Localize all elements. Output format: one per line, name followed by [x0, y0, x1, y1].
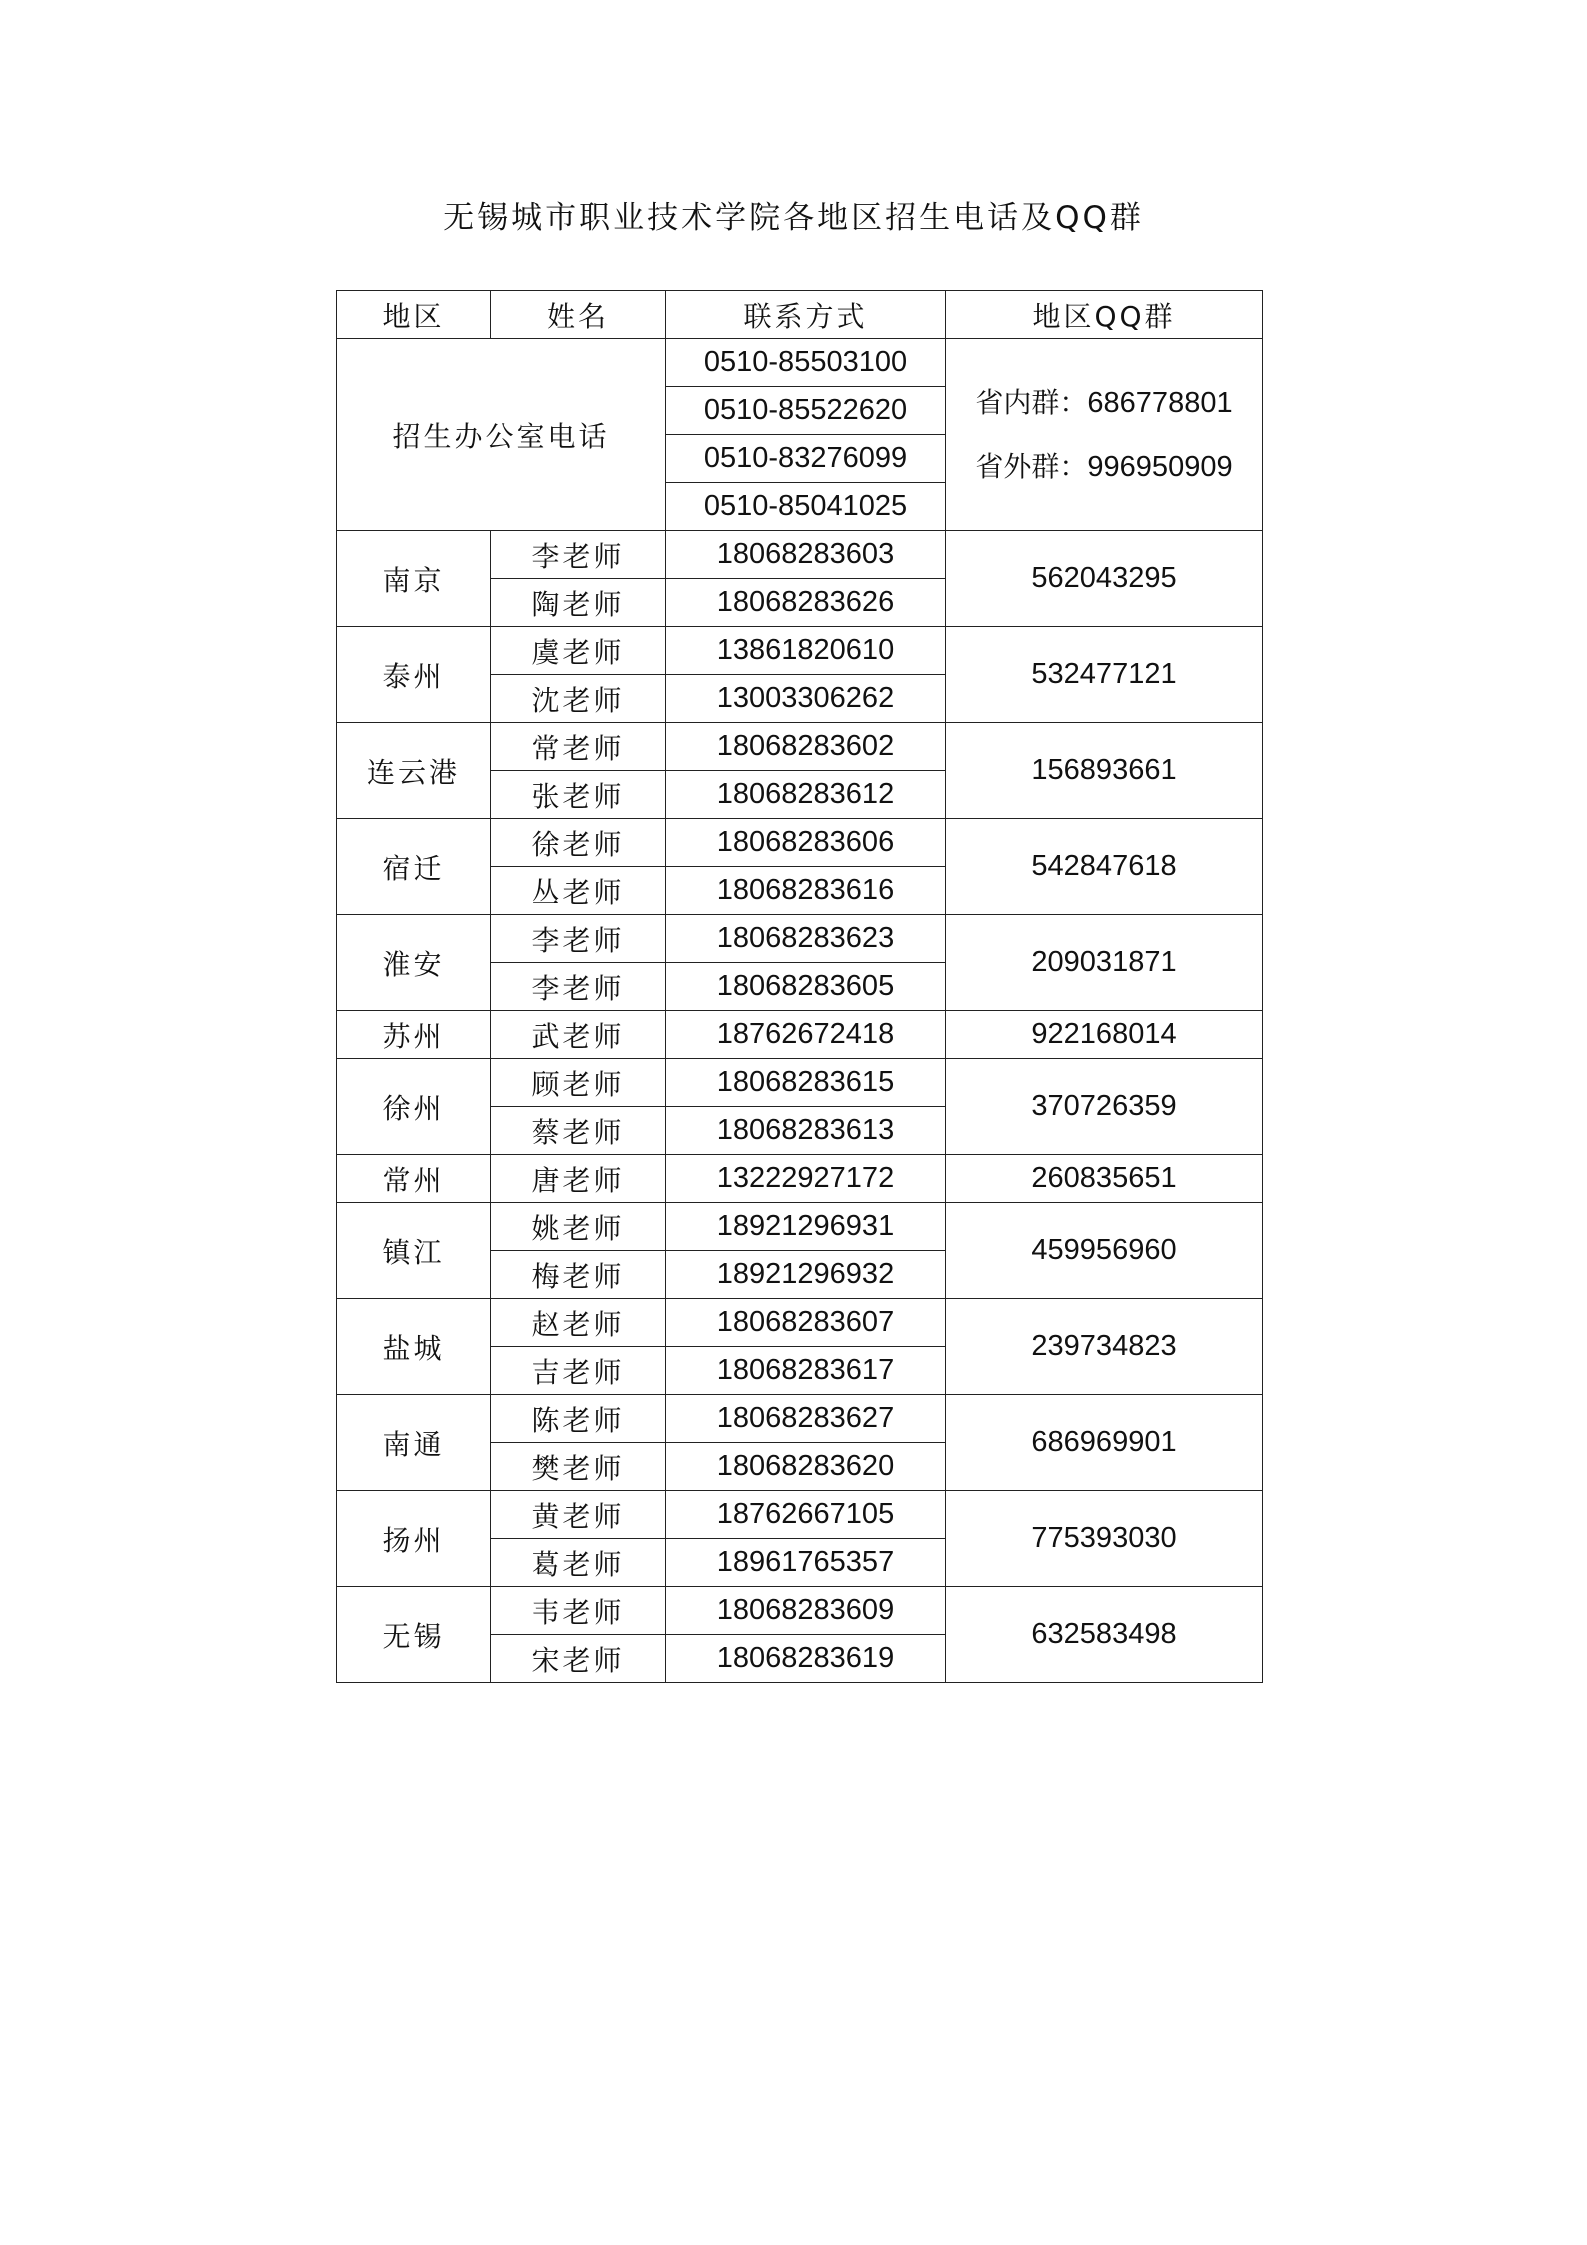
phone-number: 18068283612: [666, 771, 946, 819]
region-qq-group: 562043295: [946, 531, 1263, 627]
teacher-name: 蔡老师: [491, 1107, 666, 1155]
header-qq: 地区QQ群: [946, 291, 1263, 339]
phone-number: 18762667105: [666, 1491, 946, 1539]
phone-number: 18068283606: [666, 819, 946, 867]
office-phone: 0510-85522620: [666, 387, 946, 435]
phone-number: 18068283603: [666, 531, 946, 579]
teacher-name: 唐老师: [491, 1155, 666, 1203]
region-qq-group: 156893661: [946, 723, 1263, 819]
office-phone: 0510-85041025: [666, 483, 946, 531]
header-row: [337, 291, 1263, 339]
office-row: [337, 339, 1263, 387]
table-row: [337, 1011, 1263, 1059]
phone-number: 18068283626: [666, 579, 946, 627]
region-cell: 南京: [337, 531, 491, 627]
region-qq-group: 260835651: [946, 1155, 1263, 1203]
header-contact: 联系方式: [666, 291, 946, 339]
phone-number: 18068283616: [666, 867, 946, 915]
teacher-name: 葛老师: [491, 1539, 666, 1587]
phone-number: 18068283605: [666, 963, 946, 1011]
region-cell: 淮安: [337, 915, 491, 1011]
teacher-name: 虞老师: [491, 627, 666, 675]
region-cell: 连云港: [337, 723, 491, 819]
table-row: [337, 1203, 1263, 1251]
header-name: 姓名: [491, 291, 666, 339]
region-cell: 宿迁: [337, 819, 491, 915]
teacher-name: 樊老师: [491, 1443, 666, 1491]
table-row: [337, 819, 1263, 867]
office-phone: 0510-85503100: [666, 339, 946, 387]
table-row: [337, 627, 1263, 675]
page-title: 无锡城市职业技术学院各地区招生电话及QQ群: [443, 200, 1144, 236]
phone-number: 18068283602: [666, 723, 946, 771]
table-row: [337, 1155, 1263, 1203]
teacher-name: 武老师: [491, 1011, 666, 1059]
teacher-name: 陈老师: [491, 1395, 666, 1443]
teacher-name: 梅老师: [491, 1251, 666, 1299]
region-qq-group: 542847618: [946, 819, 1263, 915]
phone-number: 13222927172: [666, 1155, 946, 1203]
region-cell: 无锡: [337, 1587, 491, 1683]
teacher-name: 李老师: [491, 963, 666, 1011]
region-cell: 泰州: [337, 627, 491, 723]
office-qq-in: [946, 371, 1262, 435]
table-row: [337, 531, 1263, 579]
teacher-name: 赵老师: [491, 1299, 666, 1347]
teacher-name: 顾老师: [491, 1059, 666, 1107]
teacher-name: 常老师: [491, 723, 666, 771]
phone-number: 18068283607: [666, 1299, 946, 1347]
phone-number: 18762672418: [666, 1011, 946, 1059]
phone-number: 18068283620: [666, 1443, 946, 1491]
region-qq-group: 686969901: [946, 1395, 1263, 1491]
contact-table-body: [337, 291, 1263, 1683]
office-qq-in-number: 686778801: [1087, 386, 1233, 419]
teacher-name: 黄老师: [491, 1491, 666, 1539]
teacher-name: 丛老师: [491, 867, 666, 915]
teacher-name: 李老师: [491, 531, 666, 579]
region-qq-group: 209031871: [946, 915, 1263, 1011]
phone-number: 18068283619: [666, 1635, 946, 1683]
table-row: [337, 1299, 1263, 1347]
phone-number: 18068283613: [666, 1107, 946, 1155]
region-cell: 苏州: [337, 1011, 491, 1059]
phone-number: 18068283615: [666, 1059, 946, 1107]
header-region: 地区: [337, 291, 491, 339]
contact-table: [336, 290, 1263, 1683]
region-qq-group: 459956960: [946, 1203, 1263, 1299]
phone-number: 18068283627: [666, 1395, 946, 1443]
office-qq-out-number: 996950909: [1087, 450, 1233, 483]
region-qq-group: 632583498: [946, 1587, 1263, 1683]
teacher-name: 李老师: [491, 915, 666, 963]
region-cell: 南通: [337, 1395, 491, 1491]
phone-number: 18068283623: [666, 915, 946, 963]
office-phone: 0510-83276099: [666, 435, 946, 483]
teacher-name: 沈老师: [491, 675, 666, 723]
office-label: 招生办公室电话: [337, 339, 666, 531]
phone-number: 13003306262: [666, 675, 946, 723]
office-qq-out-label: 省外群：: [975, 449, 1088, 483]
region-cell: 扬州: [337, 1491, 491, 1587]
teacher-name: 韦老师: [491, 1587, 666, 1635]
teacher-name: 吉老师: [491, 1347, 666, 1395]
phone-number: 13861820610: [666, 627, 946, 675]
phone-number: 18961765357: [666, 1539, 946, 1587]
region-cell: 盐城: [337, 1299, 491, 1395]
office-qq-out: [946, 435, 1262, 499]
region-cell: 徐州: [337, 1059, 491, 1155]
region-qq-group: 532477121: [946, 627, 1263, 723]
teacher-name: 姚老师: [491, 1203, 666, 1251]
phone-number: 18068283617: [666, 1347, 946, 1395]
office-qq-in-label: 省内群：: [975, 385, 1088, 419]
table-row: [337, 1059, 1263, 1107]
region-cell: 镇江: [337, 1203, 491, 1299]
region-qq-group: 239734823: [946, 1299, 1263, 1395]
table-row: [337, 915, 1263, 963]
teacher-name: 张老师: [491, 771, 666, 819]
table-row: [337, 1587, 1263, 1635]
region-cell: 常州: [337, 1155, 491, 1203]
teacher-name: 宋老师: [491, 1635, 666, 1683]
region-qq-group: 922168014: [946, 1011, 1263, 1059]
region-qq-group: 370726359: [946, 1059, 1263, 1155]
phone-number: 18921296931: [666, 1203, 946, 1251]
phone-number: 18921296932: [666, 1251, 946, 1299]
table-row: [337, 1491, 1263, 1539]
teacher-name: 陶老师: [491, 579, 666, 627]
phone-number: 18068283609: [666, 1587, 946, 1635]
teacher-name: 徐老师: [491, 819, 666, 867]
region-qq-group: 775393030: [946, 1491, 1263, 1587]
table-row: [337, 723, 1263, 771]
table-row: [337, 1395, 1263, 1443]
office-qq-cell: [946, 339, 1263, 531]
